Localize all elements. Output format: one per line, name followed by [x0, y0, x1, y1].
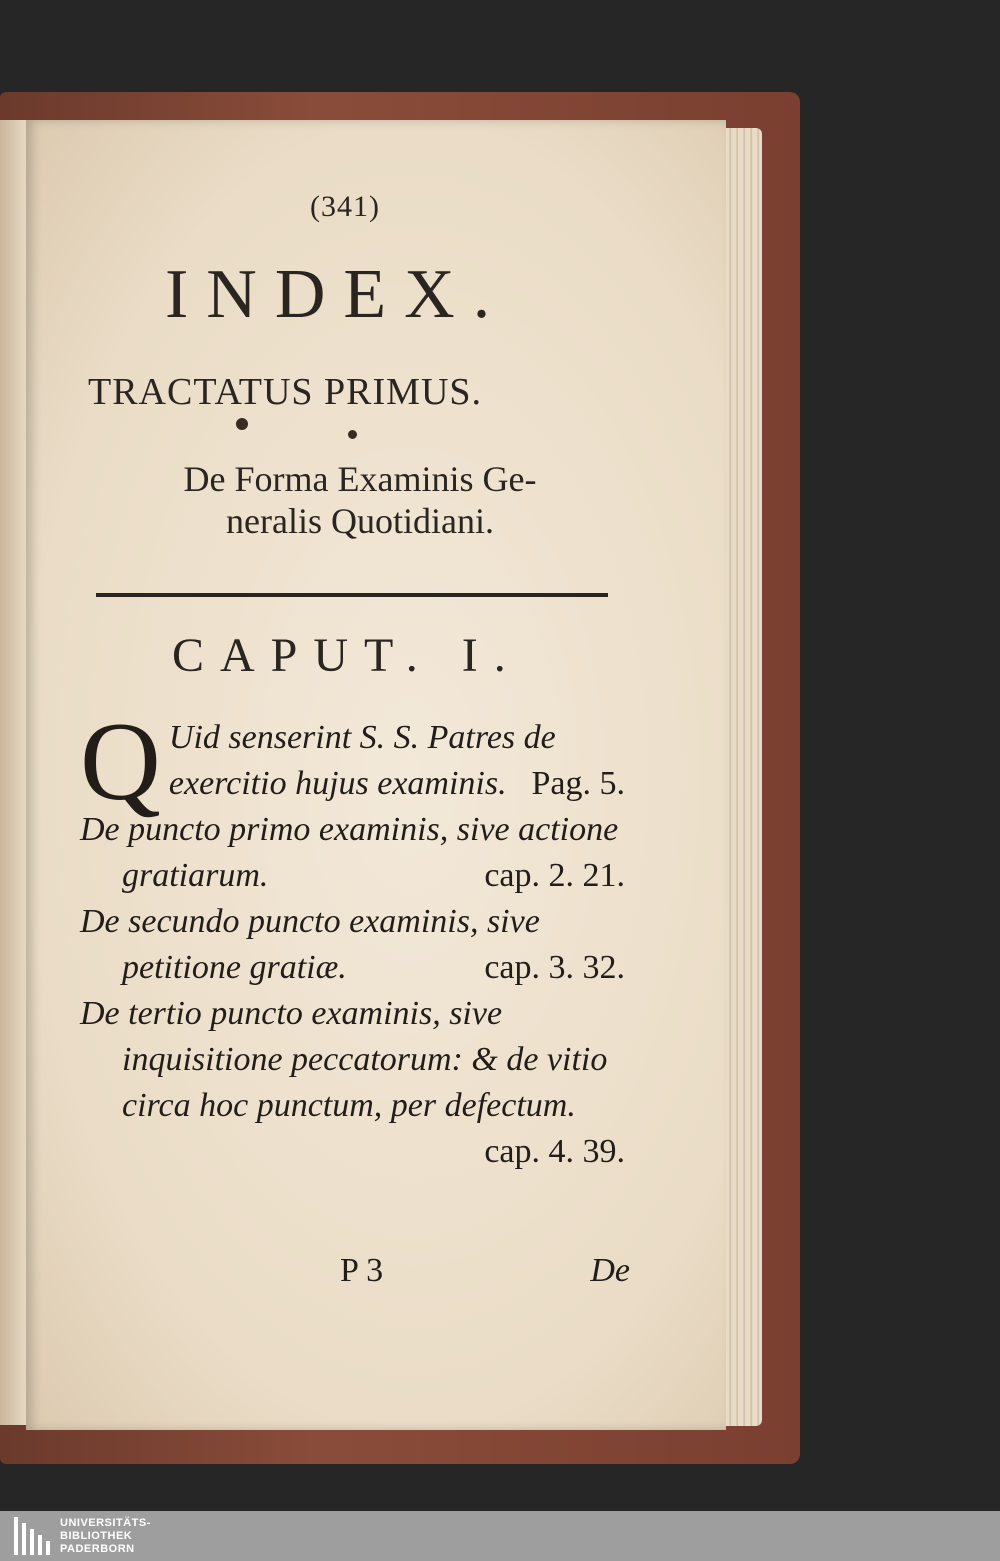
- index-entry: [80, 807, 625, 899]
- entry-text: [80, 700, 625, 824]
- heading-line: De Forma Examinis Ge-: [183, 459, 537, 499]
- entry-reference: Pag. 5.: [531, 765, 625, 802]
- entry-reference: cap. 3. 32.: [484, 949, 625, 986]
- entry-text: [80, 991, 625, 1170]
- heading-line: neralis Quotidiani.: [226, 501, 494, 541]
- index-entry: [80, 700, 625, 824]
- facing-page-edge: [0, 120, 26, 1425]
- catchword: De: [590, 1252, 630, 1289]
- treatise-subtitle: TRACTATUS PRIMUS.: [88, 371, 483, 413]
- treatise-heading: [120, 458, 600, 542]
- drop-cap: Q: [80, 700, 161, 824]
- entry-text-content: De tertio puncto examinis, sive inquisitione peccatorum: & de vitio circa hoc punctum, per defectum.: [80, 995, 608, 1124]
- index-entries: [80, 700, 625, 1175]
- entry-text: [80, 807, 625, 899]
- library-logo-icon: [14, 1517, 50, 1555]
- library-logo-text: [60, 1517, 151, 1556]
- entry-text: [80, 899, 625, 991]
- page-number: (341): [310, 190, 380, 223]
- index-entry: [80, 899, 625, 991]
- logo-line: PADERBORN: [60, 1543, 135, 1555]
- entry-text-content: De secundo puncto examinis, sive petitione gratiæ.: [80, 903, 540, 986]
- entry-text-content: Uid senserint S. S. Patres de exercitio hujus examinis.: [168, 719, 556, 802]
- entry-reference: cap. 4. 39.: [484, 1133, 625, 1170]
- page-title: INDEX.: [165, 256, 509, 333]
- library-logo-band: [0, 1511, 1000, 1561]
- entry-text-content: De puncto primo examinis, sive actione gratiarum.: [80, 811, 619, 894]
- chapter-heading: CAPUT. I.: [172, 629, 522, 682]
- logo-line: UNIVERSITÄTS-: [60, 1517, 151, 1529]
- index-entry: [80, 991, 625, 1175]
- entry-reference: cap. 2. 21.: [484, 857, 625, 894]
- signature-mark: P 3: [340, 1252, 384, 1289]
- worm-hole: [348, 430, 357, 439]
- horizontal-rule: [96, 593, 608, 597]
- worm-hole: [236, 418, 248, 430]
- logo-line: BIBLIOTHEK: [60, 1530, 133, 1542]
